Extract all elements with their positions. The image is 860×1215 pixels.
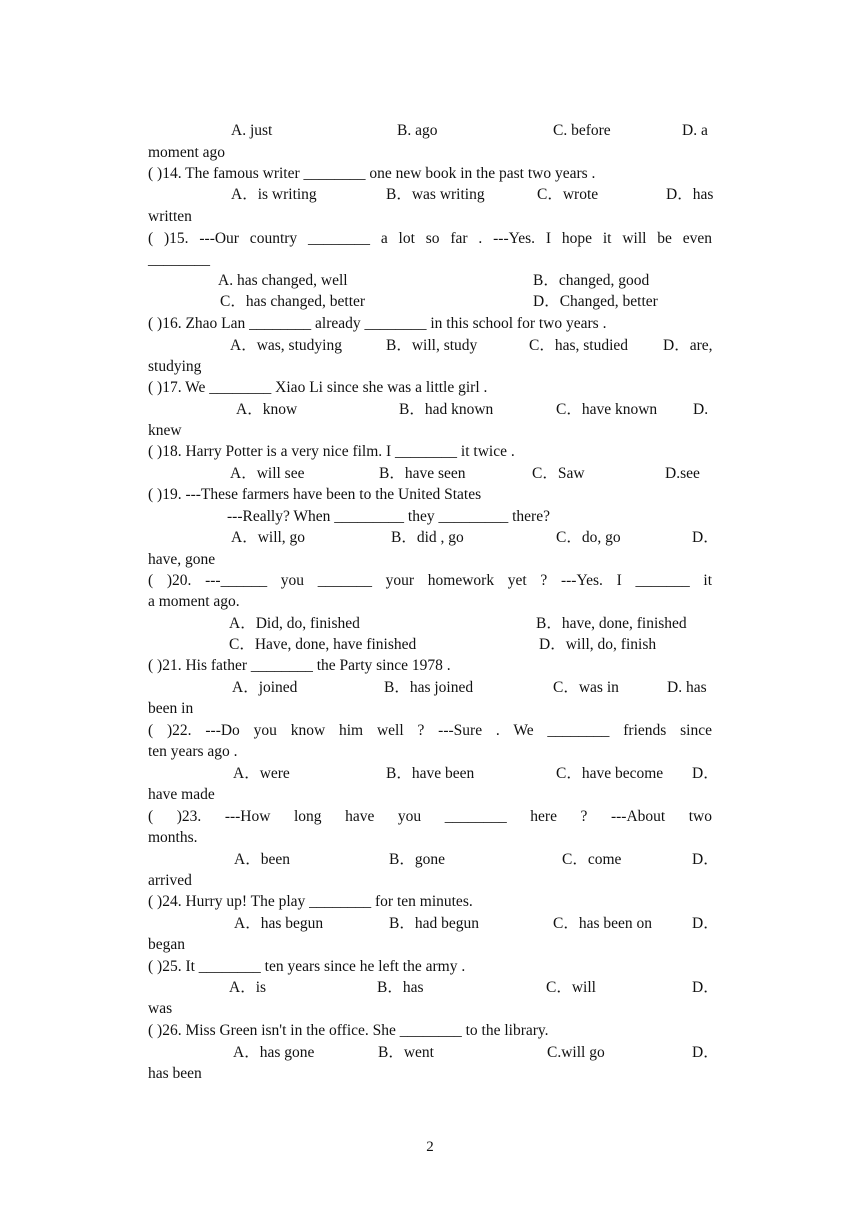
question-18: ( )18. Harry Potter is a very nice film. I ________ it twice . bbox=[148, 443, 515, 460]
option-21a: A．joined bbox=[232, 679, 298, 696]
option-16d: D．are, bbox=[663, 337, 713, 354]
option-15d: D．Changed, better bbox=[533, 293, 658, 310]
question-26: ( )26. Miss Green isn't in the office. She ________ to the library. bbox=[148, 1022, 549, 1039]
option-wrap-19: have, gone bbox=[148, 551, 216, 568]
option-22c: C．have become bbox=[556, 765, 664, 782]
option-23a: A．been bbox=[234, 851, 290, 868]
option-wrap-16: studying bbox=[148, 358, 202, 375]
option-16b: B．will, study bbox=[386, 337, 478, 354]
option-19b: B．did , go bbox=[391, 529, 464, 546]
option-16c: C．has, studied bbox=[529, 337, 629, 354]
option-26d: D． bbox=[692, 1044, 719, 1061]
option-wrap-25: was bbox=[148, 1000, 173, 1017]
option-15b: B．changed, good bbox=[533, 272, 650, 289]
option-26b: B．went bbox=[378, 1044, 434, 1061]
option-22d: D． bbox=[692, 765, 719, 782]
option-14c: C．wrote bbox=[537, 186, 599, 203]
question-24: ( )24. Hurry up! The play ________ for ten minutes. bbox=[148, 893, 473, 910]
option-15a: A. has changed, well bbox=[218, 272, 348, 289]
option-13a: A. just bbox=[231, 122, 273, 139]
question-22-cont: ten years ago . bbox=[148, 743, 238, 760]
question-22: ( )22. ---Do you know him well ? ---Sure . We ________ friends since bbox=[148, 722, 712, 739]
question-15-blank: ________ bbox=[148, 251, 210, 268]
question-20: ( )20. ---______ you _______ your homework yet ? ---Yes. I _______ it bbox=[148, 572, 712, 589]
option-14a: A．is writing bbox=[231, 186, 317, 203]
option-23d: D． bbox=[692, 851, 719, 868]
page-number: 2 bbox=[426, 1139, 434, 1155]
option-13c: C. before bbox=[553, 122, 611, 139]
option-19a: A．will, go bbox=[231, 529, 306, 546]
option-wrap-14: written bbox=[148, 208, 192, 225]
question-16: ( )16. Zhao Lan ________ already ________ in this school for two years . bbox=[148, 315, 607, 332]
option-13d: D. a bbox=[682, 122, 708, 139]
option-17d: D. bbox=[693, 401, 709, 418]
option-20a: A．Did, do, finished bbox=[229, 615, 360, 632]
option-wrap-21: been in bbox=[148, 700, 194, 717]
option-16a: A．was, studying bbox=[230, 337, 342, 354]
option-17b: B．had known bbox=[399, 401, 494, 418]
option-17a: A．know bbox=[236, 401, 298, 418]
option-21c: C．was in bbox=[553, 679, 619, 696]
option-22a: A．were bbox=[233, 765, 290, 782]
option-25c: C．will bbox=[546, 979, 596, 996]
option-25b: B．has bbox=[377, 979, 424, 996]
option-21b: B．has joined bbox=[384, 679, 474, 696]
option-14d: D．has bbox=[666, 186, 714, 203]
question-17: ( )17. We ________ Xiao Li since she was a little girl . bbox=[148, 379, 488, 396]
option-18a: A．will see bbox=[230, 465, 305, 482]
option-26c: C.will go bbox=[547, 1044, 605, 1061]
question-15: ( )15. ---Our country ________ a lot so far . ---Yes. I hope it will be even bbox=[148, 230, 712, 247]
question-14: ( )14. The famous writer ________ one new book in the past two years . bbox=[148, 165, 596, 182]
option-24a: A．has begun bbox=[234, 915, 324, 932]
option-17c: C．have known bbox=[556, 401, 658, 418]
question-19: ( )19. ---These farmers have been to the United States bbox=[148, 486, 482, 503]
option-24b: B．had begun bbox=[389, 915, 479, 932]
option-23b: B．gone bbox=[389, 851, 445, 868]
option-wrap-26: has been bbox=[148, 1065, 202, 1082]
option-20d: D．will, do, finish bbox=[539, 636, 657, 653]
option-18b: B．have seen bbox=[379, 465, 466, 482]
option-14b: B．was writing bbox=[386, 186, 485, 203]
question-19-dialog: ---Really? When _________ they _________ there? bbox=[227, 508, 550, 525]
option-19c: C．do, go bbox=[556, 529, 621, 546]
option-18c: C．Saw bbox=[532, 465, 585, 482]
option-25d: D． bbox=[692, 979, 719, 996]
option-20c: C．Have, done, have finished bbox=[229, 636, 417, 653]
question-23: ( )23. ---How long have you ________ here ? ---About two bbox=[148, 808, 712, 825]
question-20-cont: a moment ago. bbox=[148, 593, 240, 610]
question-25: ( )25. It ________ ten years since he left the army . bbox=[148, 958, 466, 975]
option-wrap-24: began bbox=[148, 936, 186, 953]
option-22b: B．have been bbox=[386, 765, 475, 782]
option-20b: B．have, done, finished bbox=[536, 615, 687, 632]
option-25a: A．is bbox=[229, 979, 267, 996]
option-15c: C．has changed, better bbox=[220, 293, 366, 310]
option-wrap-13: moment ago bbox=[148, 144, 226, 161]
option-24d: D． bbox=[692, 915, 719, 932]
option-wrap-17: knew bbox=[148, 422, 182, 439]
question-21: ( )21. His father ________ the Party since 1978 . bbox=[148, 657, 451, 674]
option-23c: C．come bbox=[562, 851, 622, 868]
option-24c: C．has been on bbox=[553, 915, 653, 932]
option-13b: B. ago bbox=[397, 122, 438, 139]
option-wrap-22: have made bbox=[148, 786, 215, 803]
option-26a: A．has gone bbox=[233, 1044, 315, 1061]
option-wrap-23: arrived bbox=[148, 872, 192, 889]
option-18d: D.see bbox=[665, 465, 700, 482]
question-23-cont: months. bbox=[148, 829, 198, 846]
option-21d: D. has bbox=[667, 679, 707, 696]
option-19d: D． bbox=[692, 529, 719, 546]
